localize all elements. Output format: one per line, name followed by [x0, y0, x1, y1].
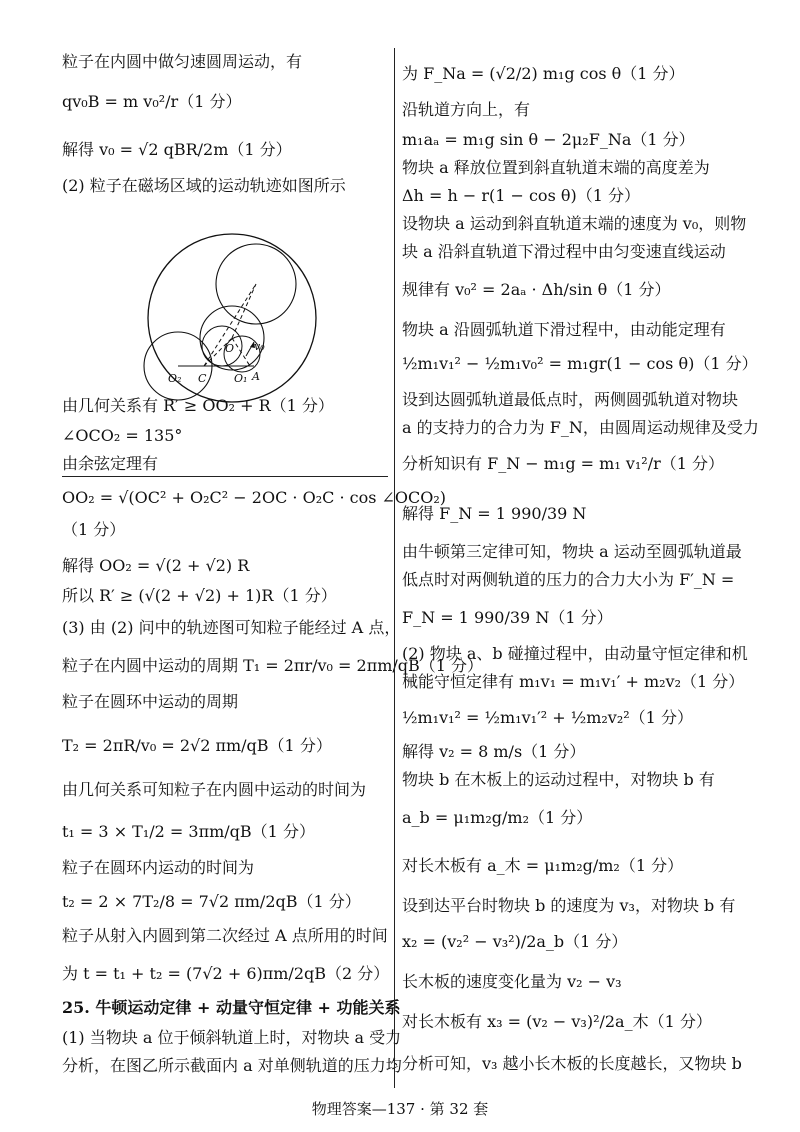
equation-line: 为 F_Na = (√2/2) m₁g cos θ（1 分）: [402, 64, 685, 83]
text-line: 由几何关系可知粒子在内圆中运动的时间为: [62, 780, 367, 799]
text-line: 由牛顿第三定律可知，物块 a 运动至圆弧轨道最: [402, 542, 742, 561]
equation-line: 对长木板有 x₃ = (v₂ − v₃)²/2a_木（1 分）: [402, 1012, 712, 1031]
text-line: 设到达圆弧轨道最低点时，两侧圆弧轨道对物块: [402, 390, 739, 409]
text-line: 沿轨道方向上，有: [402, 100, 531, 119]
text-line: 粒子在圆环中运动的周期: [62, 692, 239, 711]
label-o2: O₂: [168, 372, 182, 385]
text-line: 分析，在图乙所示截面内 a 对单侧轨道的压力均: [62, 1056, 402, 1075]
equation-line: OO₂ = √(OC² + O₂C² − 2OC · O₂C · cos ∠OCO₂): [62, 488, 447, 507]
text-line: 块 a 沿斜直轨道下滑过程中由匀变速直线运动: [402, 242, 726, 261]
equation-line: t₂ = 2 × 7T₂/8 = 7√2 πm/2qB（1 分）: [62, 892, 361, 911]
equation-line: t₁ = 3 × T₁/2 = 3πm/qB（1 分）: [62, 822, 315, 841]
text-line: 物块 a 沿圆弧轨道下滑过程中，由动能定理有: [402, 320, 726, 339]
text-line: 分析可知，v₃ 越小长木板的长度越长，又物块 b: [402, 1054, 742, 1073]
text-line: (1) 当物块 a 位于倾斜轨道上时，对物块 a 受力: [62, 1028, 402, 1047]
label-v0: v₀: [254, 340, 265, 353]
question-heading: 25. 牛顿运动定律 + 动量守恒定律 + 功能关系: [62, 998, 401, 1017]
text-line: 物块 b 在木板上的运动过程中，对物块 b 有: [402, 770, 715, 789]
text-line: (2) 粒子在磁场区域的运动轨迹如图所示: [62, 176, 346, 195]
equation-line: T₂ = 2πR/v₀ = 2√2 πm/qB（1 分）: [62, 736, 332, 755]
text-line: a 的支持力的合力为 F_N，由圆周运动规律及受力: [402, 418, 759, 437]
page-footer: 物理答案—137 · 第 32 套: [311, 1100, 489, 1118]
text-line: (2) 物块 a、b 碰撞过程中，由动量守恒定律和机: [402, 644, 748, 663]
text-line: （1 分）: [62, 520, 126, 539]
text-line: 粒子在圆环内运动的时间为: [62, 858, 255, 877]
equation-line: Δh = h − r(1 − cos θ)（1 分）: [402, 186, 641, 205]
text-line: (3) 由 (2) 问中的轨迹图可知粒子能经过 A 点，: [62, 618, 401, 637]
equation-line: 粒子在内圆中运动的周期 T₁ = 2πr/v₀ = 2πm/qB（1 分）: [62, 656, 484, 675]
dashed-line: [232, 284, 256, 338]
equation-line: ½m₁v₁² − ½m₁v₀² = m₁gr(1 − cos θ)（1 分）: [402, 354, 758, 373]
equation-line: qv₀B = m v₀²/r（1 分）: [62, 92, 242, 111]
equation-line: 分析知识有 F_N − m₁g = m₁ v₁²/r（1 分）: [402, 454, 725, 473]
rule: [62, 476, 388, 477]
equation-line: 对长木板有 a_木 = μ₁m₂g/m₂（1 分）: [402, 856, 684, 875]
text-line: ∠OCO₂ = 135°: [62, 426, 183, 445]
text-line: 由余弦定理有: [62, 454, 159, 473]
label-c: C: [198, 372, 207, 385]
label-o: O: [225, 342, 235, 355]
equation-line: m₁aₐ = m₁g sin θ − 2μ₂F_Na（1 分）: [402, 130, 695, 149]
equation-line: 解得 v₀ = √2 qBR/2m（1 分）: [62, 140, 292, 159]
equation-line: a_b = μ₁m₂g/m₂（1 分）: [402, 808, 593, 827]
text-line: 物块 a 释放位置到斜直轨道末端的高度差为: [402, 158, 710, 177]
equation-line: 规律有 v₀² = 2aₐ · Δh/sin θ（1 分）: [402, 280, 671, 299]
equation-line: 解得 v₂ = 8 m/s（1 分）: [402, 742, 586, 761]
equation-line: 解得 OO₂ = √(2 + √2) R: [62, 556, 250, 575]
equation-line: 为 t = t₁ + t₂ = (7√2 + 6)πm/2qB（2 分）: [62, 964, 390, 983]
text-line: 由几何关系有 R′ ≥ OO₂ + R（1 分）: [62, 396, 334, 415]
equation-line: 所以 R′ ≥ (√(2 + √2) + 1)R（1 分）: [62, 586, 337, 605]
equation-line: 解得 F_N = 1 990/39 N: [402, 504, 587, 523]
trajectory-figure: [142, 226, 322, 416]
column-divider: [394, 48, 395, 1088]
label-a: A: [252, 370, 260, 383]
text-line: 粒子在内圆中做匀速圆周运动，有: [62, 52, 303, 71]
label-o1: O₁: [234, 372, 248, 385]
text-line: 设到达平台时物块 b 的速度为 v₃，对物块 b 有: [402, 896, 736, 915]
text-line: 低点时对两侧轨道的压力的合力大小为 F′_N =: [402, 570, 735, 589]
text-line: 粒子从射入内圆到第二次经过 A 点所用的时间: [62, 926, 388, 945]
equation-line: ½m₁v₁² = ½m₁v₁′² + ½m₂v₂²（1 分）: [402, 708, 693, 727]
text-line: 设物块 a 运动到斜直轨道末端的速度为 v₀，则物: [402, 214, 747, 233]
equation-line: F_N = 1 990/39 N（1 分）: [402, 608, 613, 627]
text-line: 长木板的速度变化量为 v₂ − v₃: [402, 972, 622, 991]
text-line: 械能守恒定律有 m₁v₁ = m₁v₁′ + m₂v₂（1 分）: [402, 672, 745, 691]
equation-line: x₂ = (v₂² − v₃²)/2a_b（1 分）: [402, 932, 628, 951]
